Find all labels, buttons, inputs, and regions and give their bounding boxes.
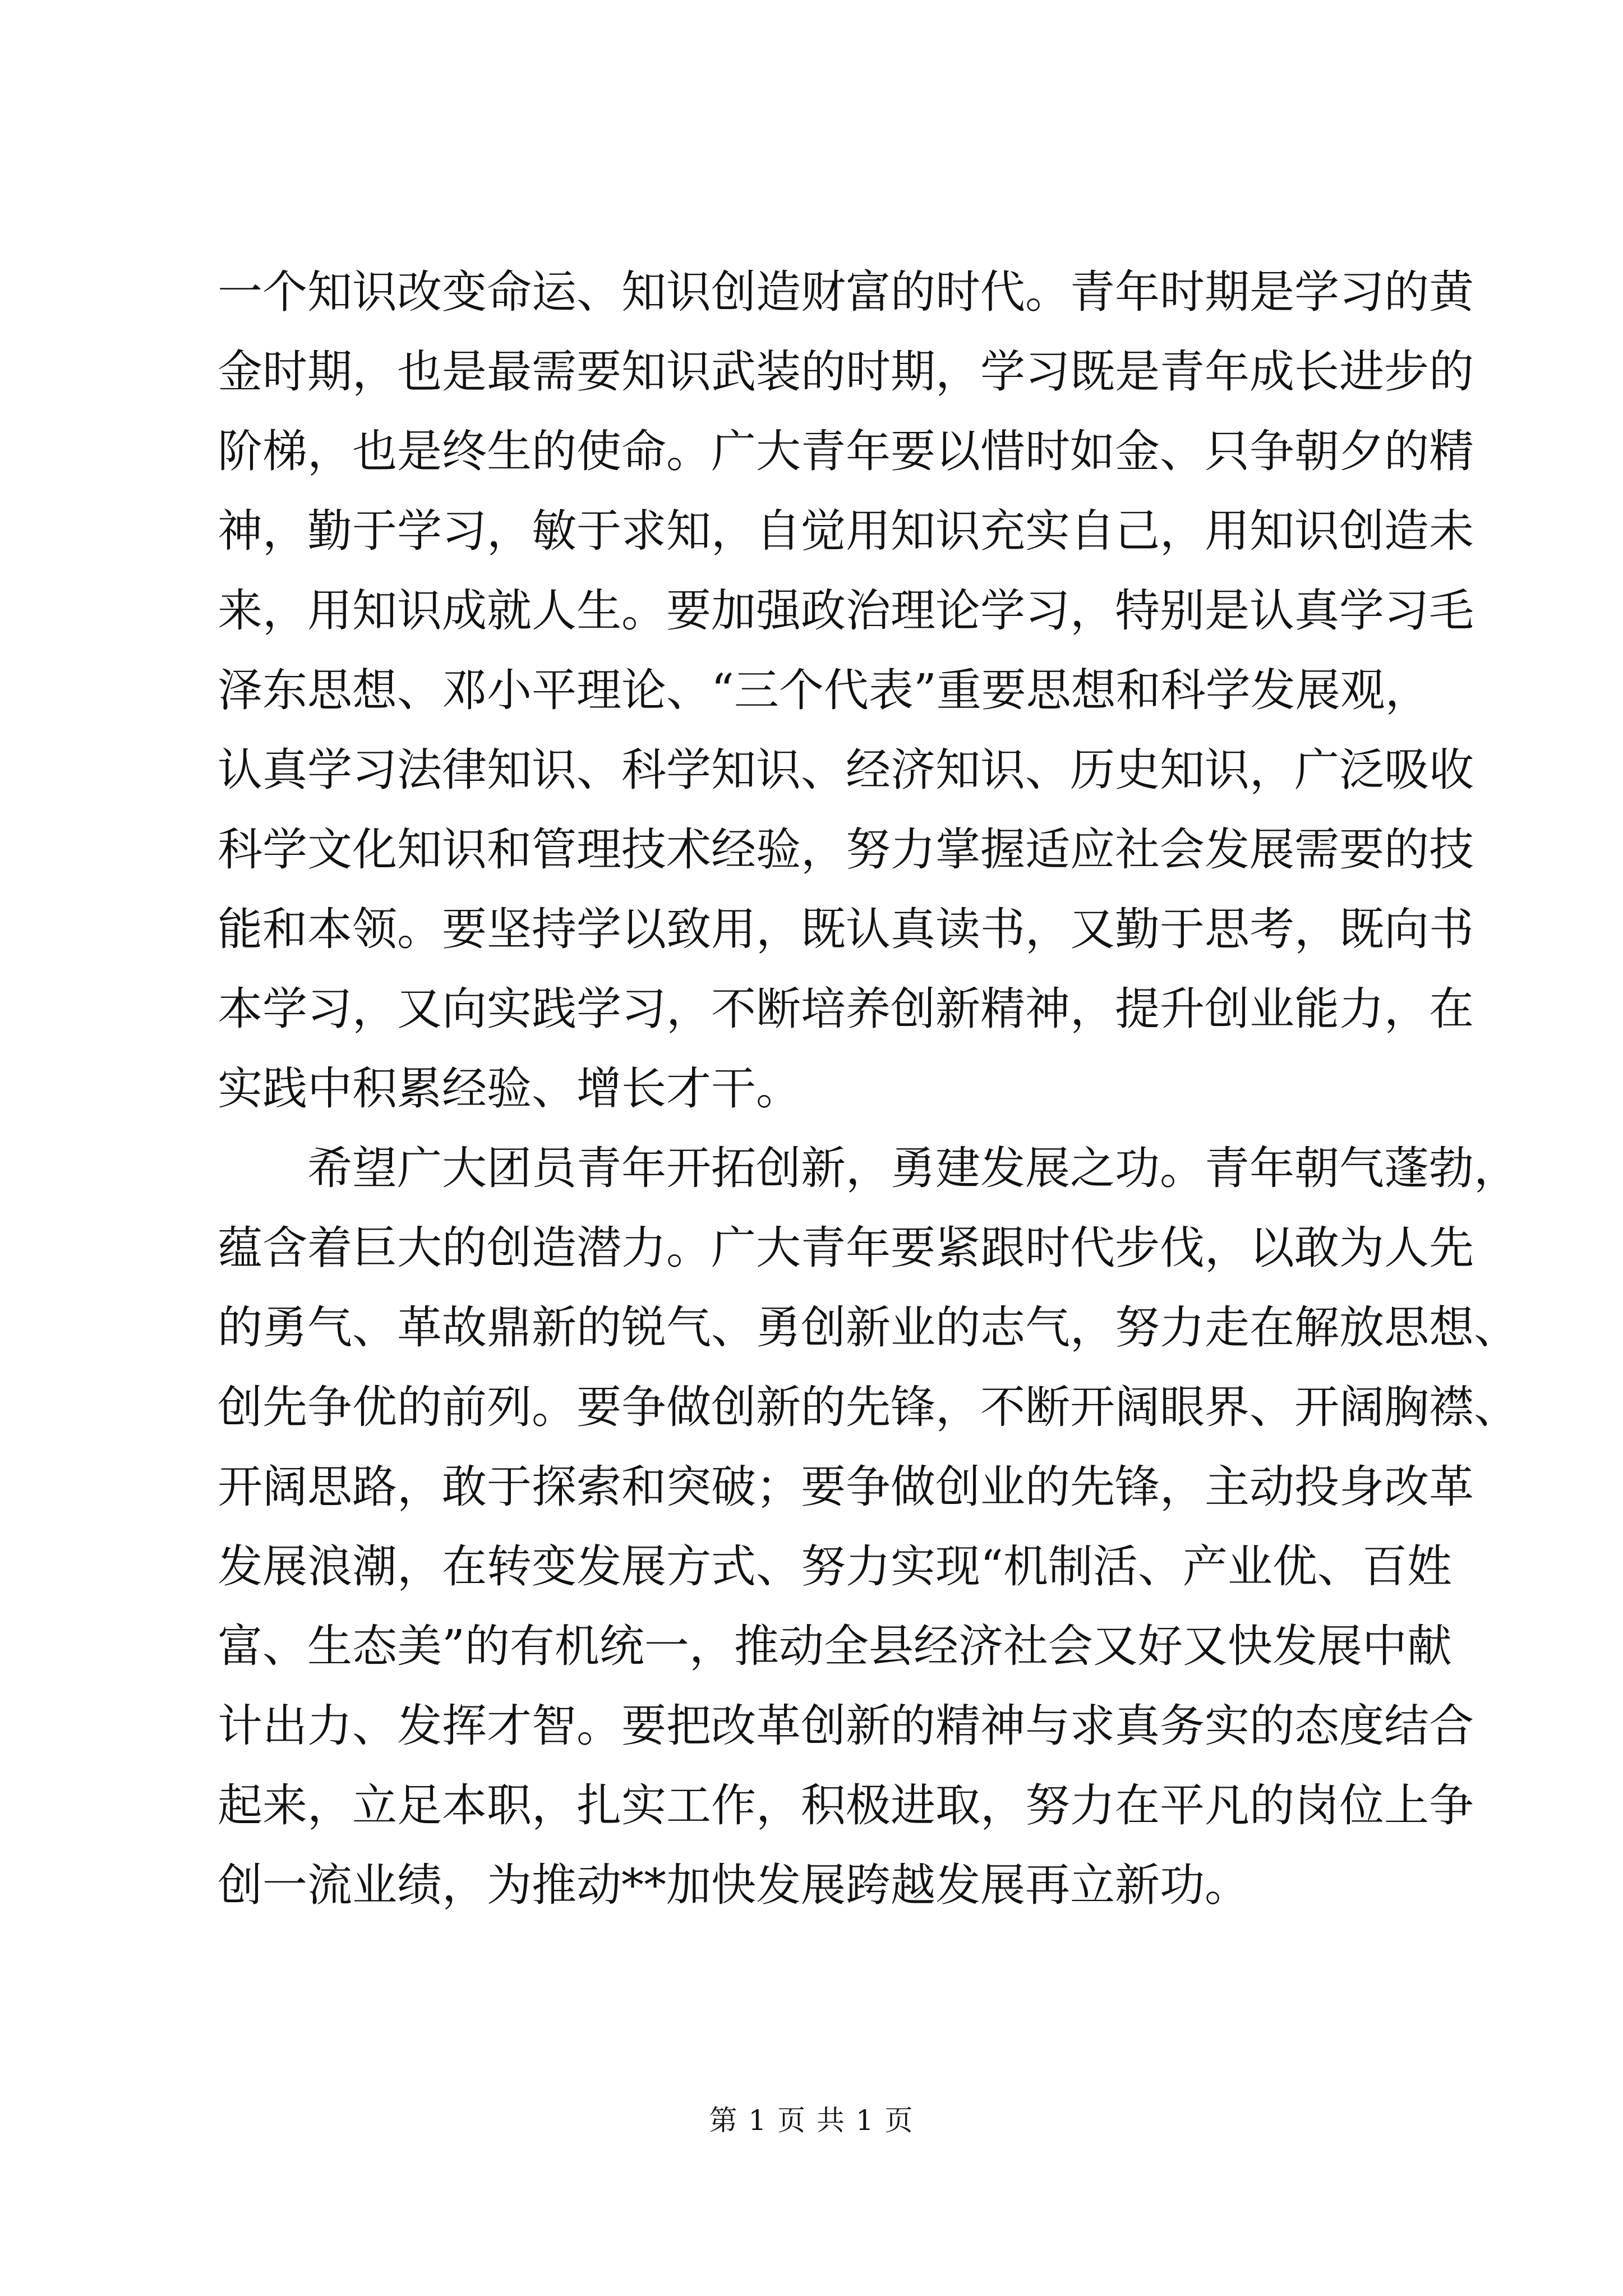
text-line: 计出力、发挥才智。要把改革创新的精神与求真务实的态度结合 [218, 1700, 1474, 1752]
text-line: 金时期，也是最需要知识武装的时期，学习既是青年成长进步的 [218, 346, 1474, 398]
text-line: 认真学习法律知识、科学知识、经济知识、历史知识，广泛吸收 [218, 744, 1474, 796]
text-line: 来，用知识成就人生。要加强政治理论学习，特别是认真学习毛 [218, 585, 1474, 637]
text-line: 的勇气、革故鼎新的锐气、勇创新业的志气，努力走在解放思想、 [218, 1301, 1519, 1354]
text-line: 能和本领。要坚持学以致用，既认真读书，又勤于思考，既向书 [218, 903, 1474, 955]
text-line: 阶梯，也是终生的使命。广大青年要以惜时如金、只争朝夕的精 [218, 425, 1474, 477]
text-line: 实践中积累经验、增长才干。 [218, 1062, 801, 1115]
text-line: 蕴含着巨大的创造潜力。广大青年要紧跟时代步伐，以敢为人先 [218, 1222, 1474, 1274]
text-line: 科学文化知识和管理技术经验，努力掌握适应社会发展需要的技 [218, 823, 1474, 876]
text-line: 富、生态美”的有机统一，推动全县经济社会又好又快发展中献 [218, 1620, 1452, 1672]
text-line: 泽东思想、邓小平理论、“三个代表”重要思想和科学发展观， [218, 664, 1430, 716]
text-line: 开阔思路，敢于探索和突破；要争做创业的先锋，主动投身改革 [218, 1461, 1474, 1513]
text-line: 创一流业绩，为推动**加快发展跨越发展再立新功。 [218, 1859, 1249, 1911]
text-line: 一个知识改变命运、知识创造财富的时代。青年时期是学习的黄 [218, 266, 1474, 318]
page-footer: 第 1 页 共 1 页 [709, 2104, 914, 2137]
text-line: 创先争优的前列。要争做创新的先锋，不断开阔眼界、开阔胸襟、 [218, 1381, 1519, 1433]
body-text [218, 252, 1519, 1925]
text-line: 发展浪潮，在转变发展方式、努力实现“机制活、产业优、百姓 [218, 1540, 1452, 1593]
text-line: 起来，立足本职，扎实工作，积极进取，努力在平凡的岗位上争 [218, 1779, 1474, 1832]
text-line: 本学习，又向实践学习，不断培养创新精神，提升创业能力，在 [218, 983, 1474, 1035]
text-line: 神，勤于学习，敏于求知，自觉用知识充实自己，用知识创造未 [218, 505, 1474, 557]
text-line: 希望广大团员青年开拓创新，勇建发展之功。青年朝气蓬勃， [218, 1142, 1519, 1194]
